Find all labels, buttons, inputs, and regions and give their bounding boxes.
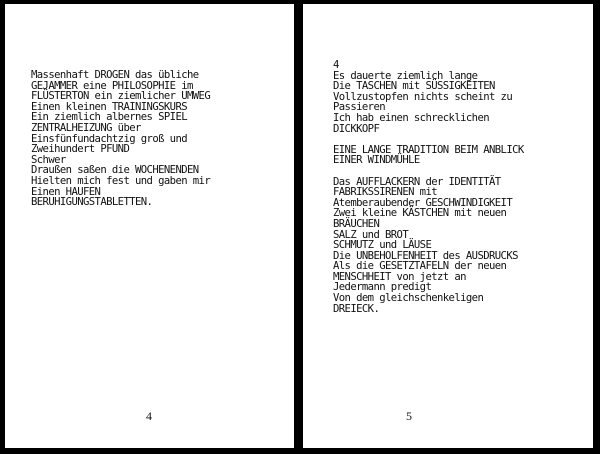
poem-line: Die UNBEHOLFENHEIT des AUSDRUCKS bbox=[333, 249, 518, 262]
poem-line: SCHMUTZ und LÄUSE bbox=[333, 239, 432, 252]
stanza-gap bbox=[333, 166, 524, 177]
poem-line: Einen kleinen TRAININGSKURS bbox=[31, 100, 188, 113]
poem-line: DREIECK. bbox=[333, 302, 380, 315]
poem-line: GEJAMMER eine PHILOSOPHIE im bbox=[31, 79, 193, 92]
left-poem-text bbox=[31, 70, 210, 208]
right-page bbox=[303, 4, 593, 448]
poem-line: EINE LANGE TRADITION BEIM ANBLICK bbox=[333, 143, 524, 156]
poem-line: Zwei kleine KÄSTCHEN mit neuen bbox=[333, 207, 507, 220]
page-number: 5 bbox=[406, 409, 412, 423]
poem-line: Es dauerte ziemlich lange bbox=[333, 69, 478, 82]
poem-line: BERUHIGUNGSTABLETTEN. bbox=[31, 196, 153, 209]
page-number: 4 bbox=[146, 409, 152, 423]
poem-line: Zweihundert PFUND bbox=[31, 143, 130, 156]
poem-line: ZENTRALHEIZUNG über bbox=[31, 121, 141, 134]
poem-line: SALZ und BROT bbox=[333, 228, 409, 241]
poem-line: Ein ziemlich albernes SPIEL bbox=[31, 111, 188, 124]
poem-line: Das AUFFLACKERN der IDENTITÄT bbox=[333, 175, 501, 188]
poem-line: EINER WINDMÜHLE bbox=[333, 154, 420, 167]
poem-line: MENSCHHEIT von jetzt an bbox=[333, 270, 466, 283]
poem-line: Atemberaubender GESCHWINDIGKEIT bbox=[333, 196, 513, 209]
poem-line: FLÜSTERTON ein ziemlicher UMWEG bbox=[31, 90, 211, 103]
poem-line: Vollzustopfen nichts scheint zu bbox=[333, 90, 513, 103]
poem-line: Ich hab einen schrecklichen bbox=[333, 111, 490, 124]
poem-line: Passieren bbox=[333, 101, 386, 114]
poem-line: Hielten mich fest und gaben mir bbox=[31, 174, 211, 187]
left-page bbox=[5, 4, 294, 448]
poem-line: Die TASCHEN mit SÜSSIGKEITEN bbox=[333, 80, 495, 93]
right-poem-text bbox=[333, 60, 524, 314]
poem-line: Einsfünfundachtzig groß und bbox=[31, 132, 188, 145]
poem-line: BRÄUCHEN bbox=[333, 217, 380, 230]
poem-line: Schwer bbox=[31, 153, 66, 166]
poem-line: Von dem gleichschenkeligen bbox=[333, 292, 484, 305]
poem-line: FABRIKSSIRENEN mit bbox=[333, 186, 438, 199]
poem-line: Als die GESETZTAFELN der neuen bbox=[333, 260, 507, 273]
poem-line: Draußen saßen die WOCHENENDEN bbox=[31, 164, 199, 177]
poem-line: Massenhaft DROGEN das übliche bbox=[31, 69, 199, 81]
poem-line: Einen HAUFEN bbox=[31, 185, 101, 198]
section-number: 4 bbox=[333, 59, 339, 71]
poem-line: Jedermann predigt bbox=[333, 281, 432, 294]
poem-line: DICKKOPF bbox=[333, 122, 380, 135]
